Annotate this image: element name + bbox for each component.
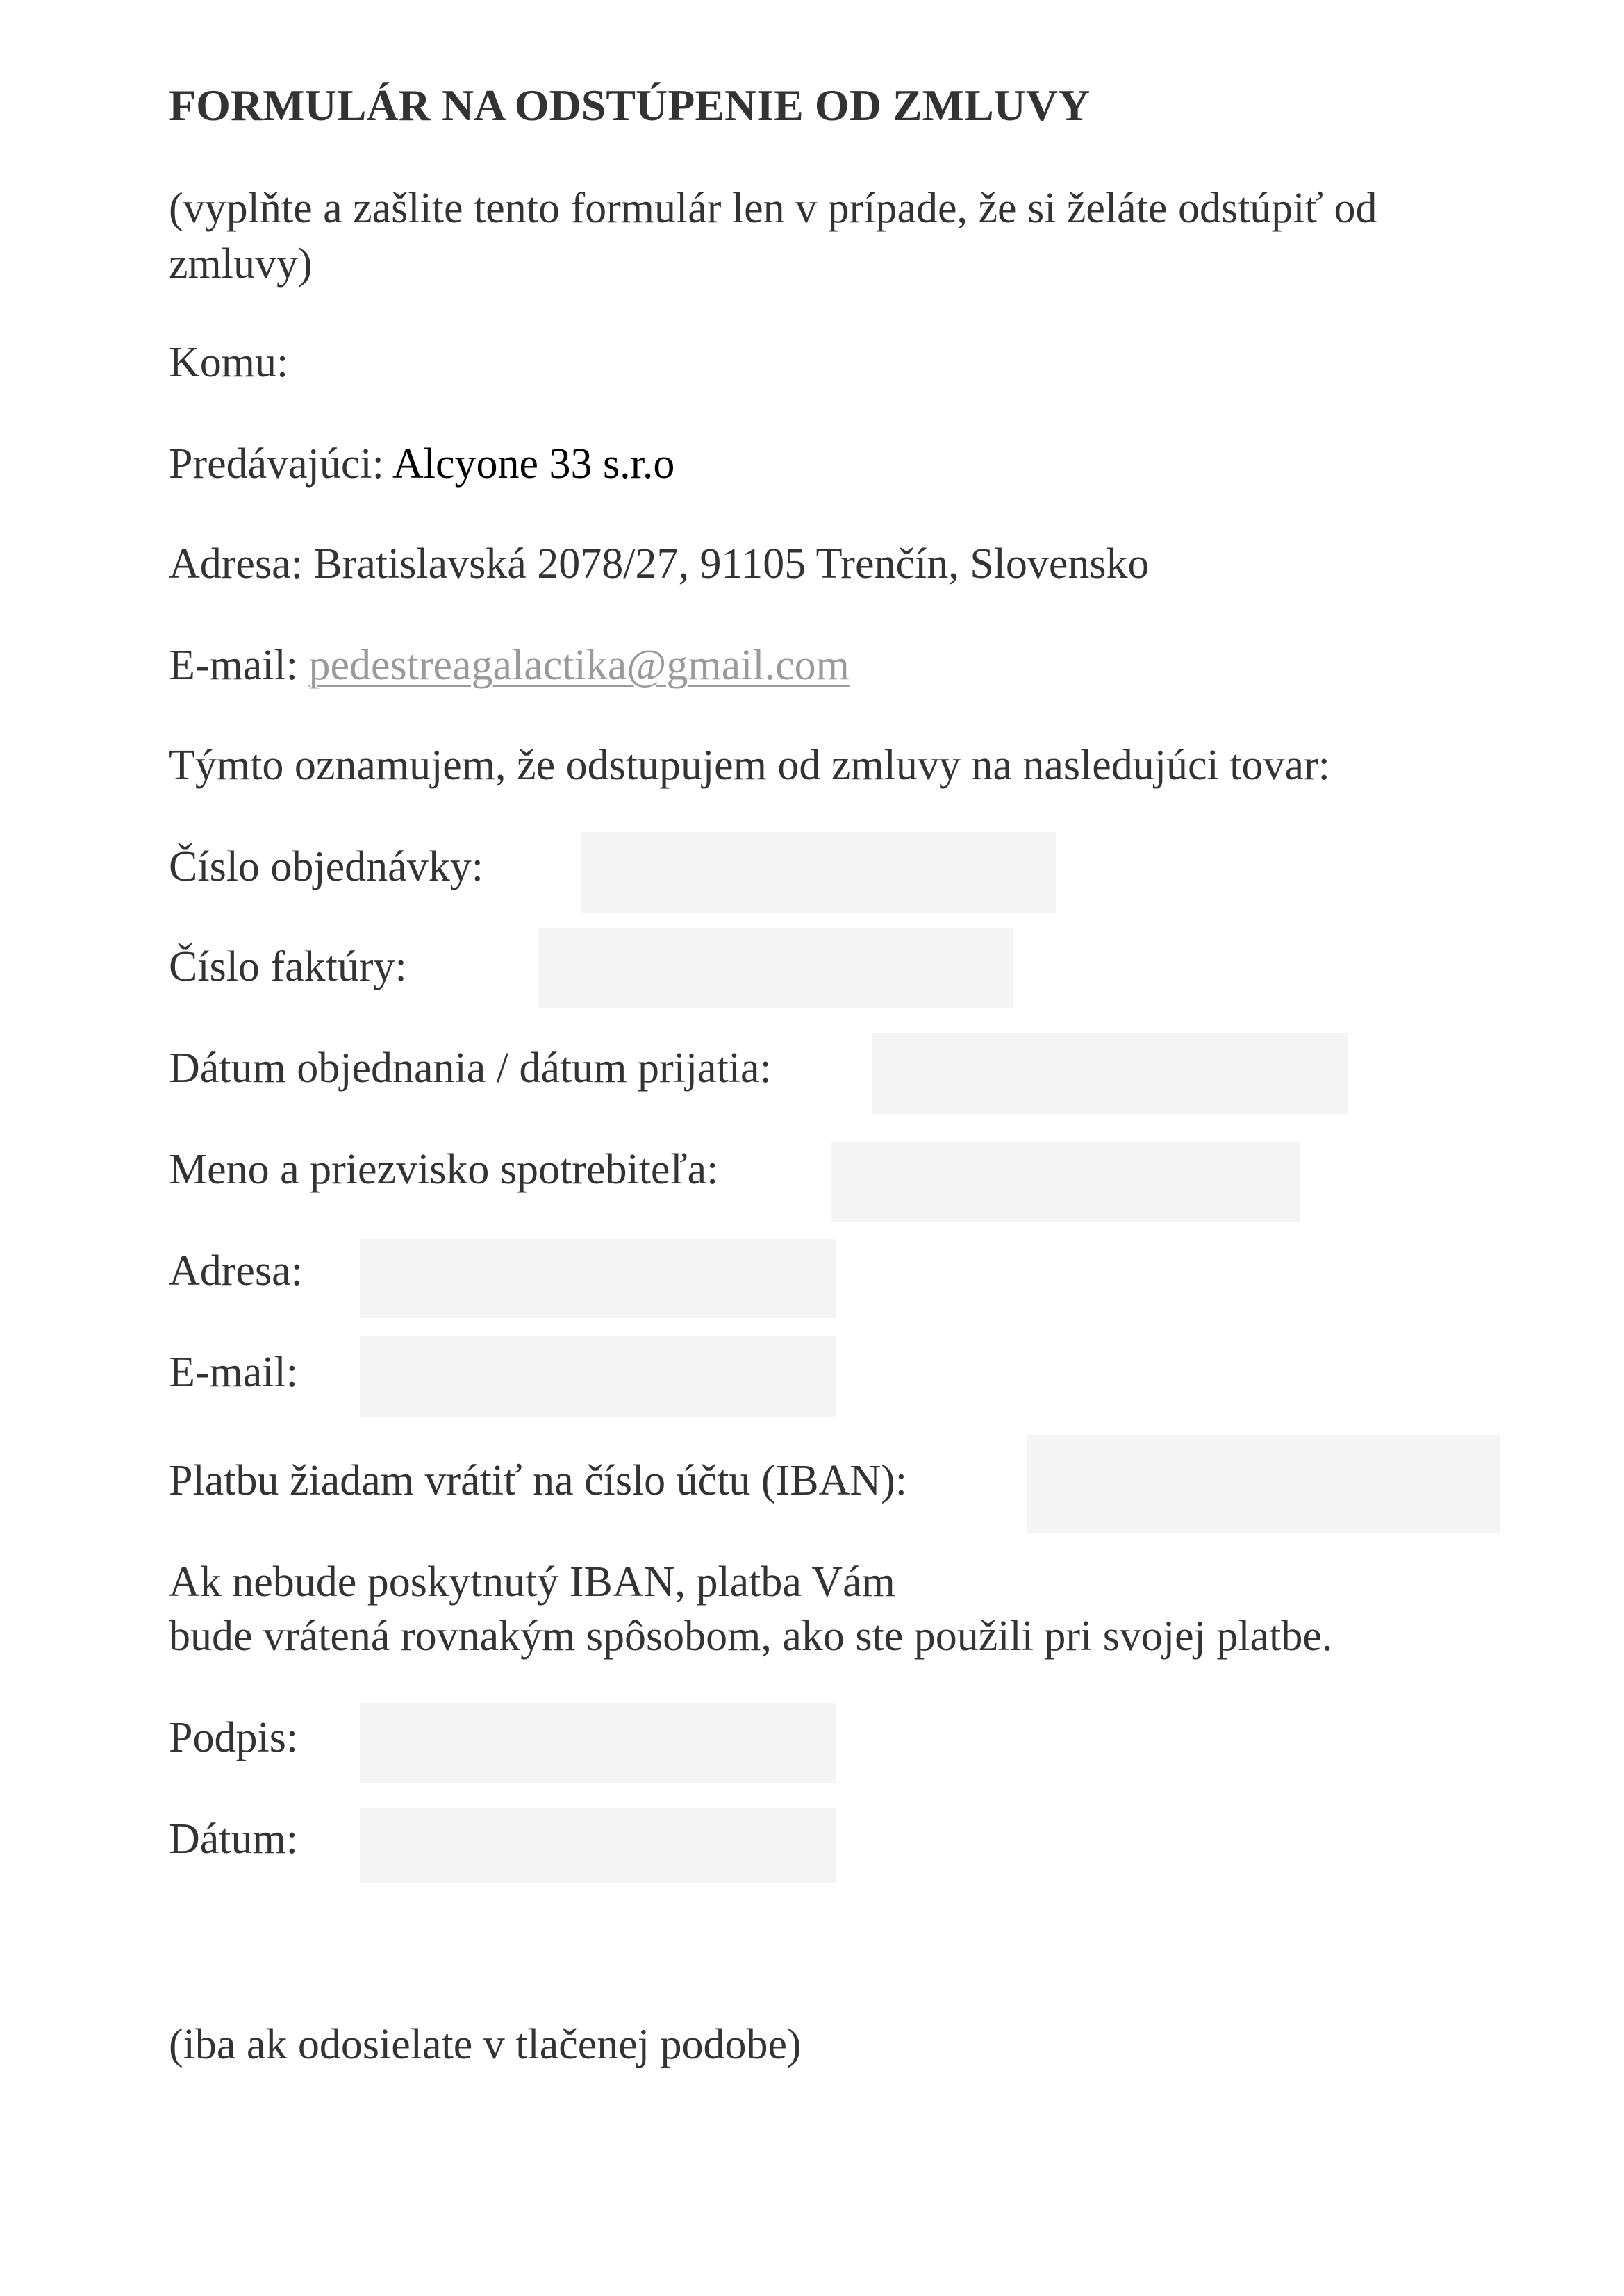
seller-address-label: Adresa:: [169, 540, 303, 588]
date-field[interactable]: [360, 1808, 836, 1883]
consumer-name-label: Meno a priezvisko spotrebiteľa:: [169, 1146, 719, 1193]
recipient-label: Komu:: [169, 339, 289, 386]
instruction-line-1: (vyplňte a zašlite tento formulár len v prípade, že si želáte odstúpiť od: [169, 185, 1377, 232]
seller-address: Bratislavská 2078/27, 91105 Trenčín, Slovensko: [313, 540, 1150, 588]
invoice-number-field[interactable]: [538, 928, 1013, 1008]
signature-label: Podpis:: [169, 1714, 299, 1761]
consumer-address-label: Adresa:: [169, 1247, 303, 1295]
seller-email-link[interactable]: pedestreagalactika@gmail.com: [308, 642, 850, 689]
consumer-name-field[interactable]: [831, 1142, 1300, 1222]
instruction-line-2: zmluvy): [169, 240, 313, 288]
order-date-label: Dátum objednania / dátum prijatia:: [169, 1045, 772, 1092]
withdrawal-notice: Týmto oznamujem, že odstupujem od zmluvy na nasledujúci tovar:: [169, 742, 1330, 789]
order-number-field[interactable]: [581, 832, 1056, 913]
signature-field[interactable]: [360, 1703, 836, 1783]
iban-note-line-2: bude vrátená rovnakým spôsobom, ako ste použili pri svojej platbe.: [169, 1613, 1333, 1660]
iban-field[interactable]: [1027, 1435, 1500, 1533]
seller-email-line: [169, 638, 850, 693]
date-label: Dátum:: [169, 1815, 298, 1863]
invoice-number-label: Číslo faktúry:: [169, 943, 407, 990]
iban-note-line-1: Ak nebude poskytnutý IBAN, platba Vám: [169, 1558, 895, 1606]
iban-label: Platbu žiadam vrátiť na číslo účtu (IBAN):: [169, 1457, 907, 1504]
seller-label: Predávajúci:: [169, 440, 384, 488]
consumer-email-field[interactable]: [360, 1336, 836, 1417]
seller-address-line: [169, 536, 1150, 592]
consumer-email-label: E-mail:: [169, 1349, 298, 1396]
consumer-address-field[interactable]: [360, 1239, 836, 1318]
form-title: FORMULÁR NA ODSTÚPENIE OD ZMLUVY: [169, 81, 1091, 130]
print-note: (iba ak odosielate v tlačenej podobe): [169, 2021, 802, 2068]
order-date-field[interactable]: [872, 1033, 1348, 1114]
seller-email-label: E-mail:: [169, 642, 298, 689]
order-number-label: Číslo objednávky:: [169, 843, 483, 890]
seller-line: [169, 436, 674, 492]
seller-name: Alcyone 33 s.r.o: [392, 440, 675, 488]
